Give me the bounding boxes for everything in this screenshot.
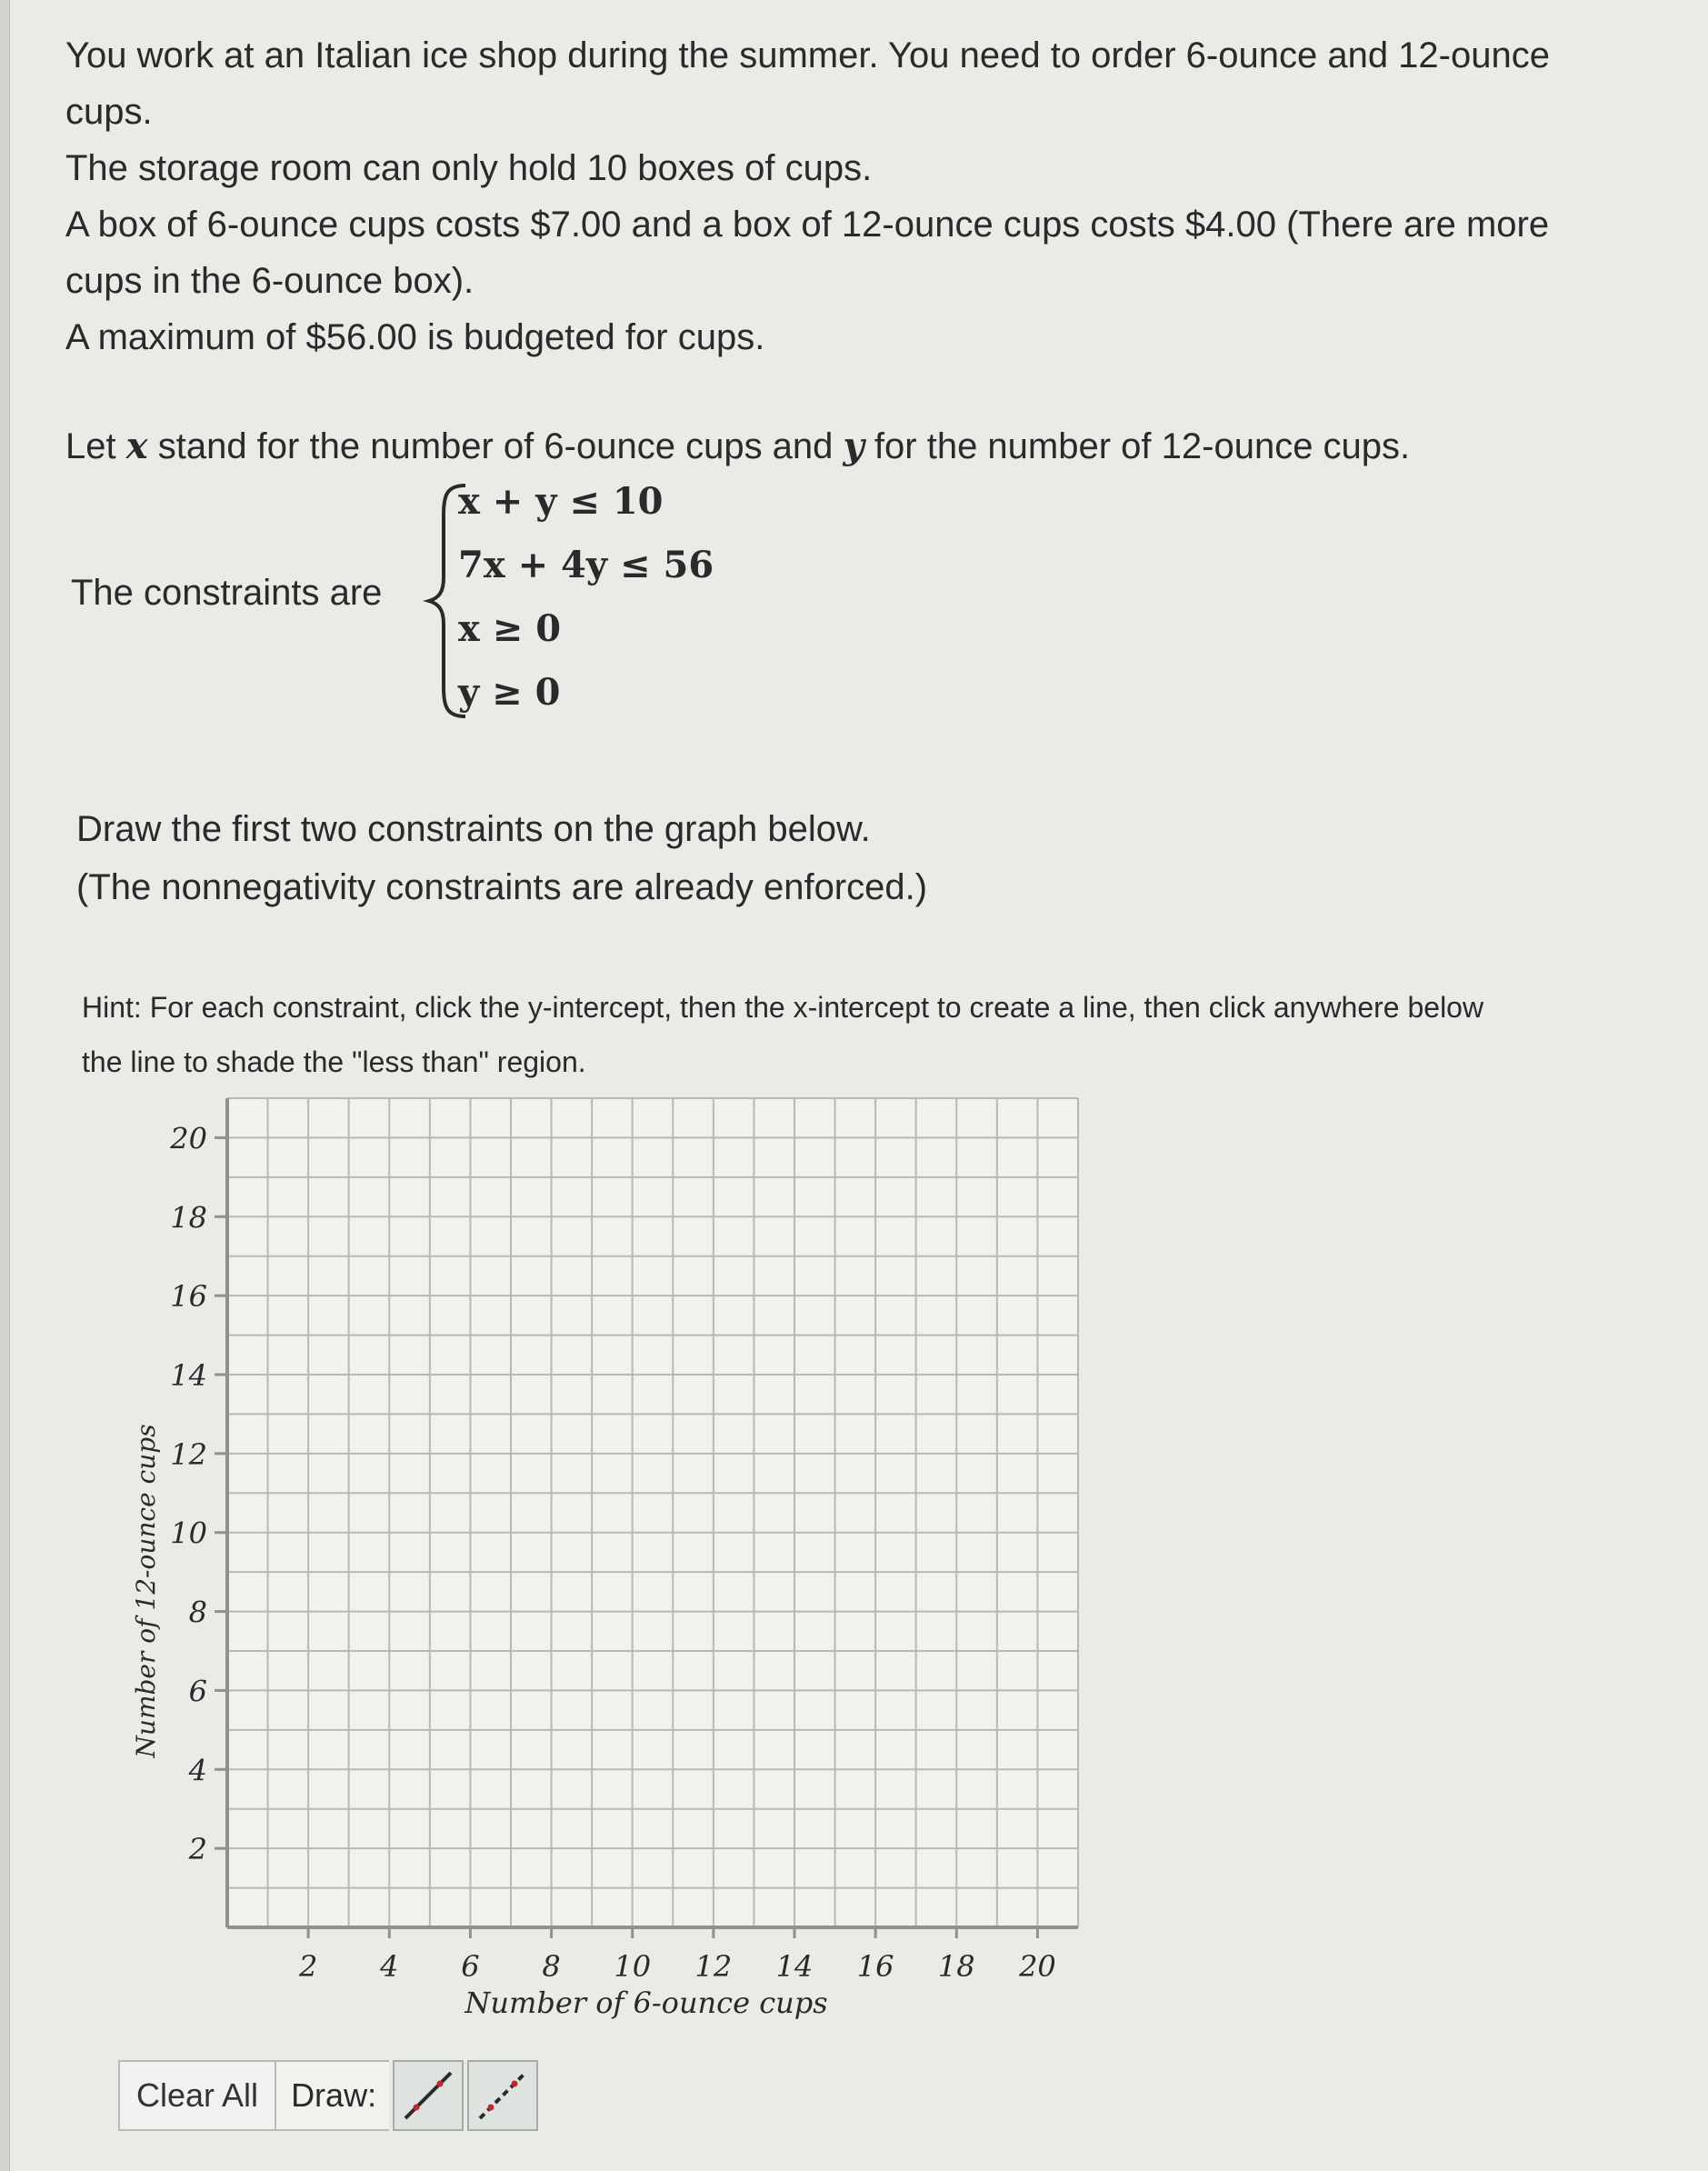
x-tick-label: 14 [775,1949,814,1984]
variable-middle-text: stand for the number of 6-ounce cups and [157,426,834,466]
variable-suffix: for the number of 12-ounce cups. [874,426,1411,466]
y-tick-label: 8 [188,1595,207,1630]
problem-budget: A maximum of $56.00 is budgeted for cups. [65,317,765,357]
dashed-line-icon [469,2062,536,2129]
x-axis-label: Number of 6-ounce cups [464,1986,828,2020]
graph-grid [227,1098,1078,1927]
graph-toolbar [118,2060,538,2131]
y-axis-label: Number of 12-ounce cups [131,1424,161,1758]
x-tick-label: 8 [542,1949,561,1984]
x-tick-label: 12 [694,1949,733,1984]
problem-costs: A box of 6-ounce cups costs $7.00 and a box of 12-ounce cups costs $4.00 (There are more cups in the 6-ounce box). [65,205,1550,301]
let-prefix: Let [65,426,116,466]
draw-label: Draw: [276,2060,389,2131]
solid-line-icon [395,2062,462,2129]
x-tick-label: 20 [1019,1949,1056,1984]
x-tick-label: 16 [856,1949,894,1984]
y-tick-label: 20 [170,1121,207,1156]
constraint-3: x ≥ 0 [458,607,562,650]
problem-storage: The storage room can only hold 10 boxes of cups. [65,148,873,188]
y-tick-label: 16 [170,1279,207,1315]
x-tick-label: 2 [298,1949,318,1984]
solid-line-tool-button[interactable] [393,2060,464,2131]
constraint-2: 7x + 4y ≤ 56 [458,544,714,586]
x-tick-label: 4 [380,1949,399,1984]
x-tick-label: 10 [614,1949,652,1984]
instruction-line-2: (The nonnegativity constraints are already enforced.) [76,867,928,907]
x-tick-label: 6 [461,1949,480,1984]
hint-text: Hint: For each constraint, click the y-intercept, then the x-intercept to create a line, then click anywhere below the line to shade the "less than" region. [82,991,1484,1078]
clear-all-button[interactable]: Clear All [118,2060,276,2131]
constraint-1: x + y ≤ 10 [458,480,664,523]
constraints-label: The constraints are [71,573,383,613]
y-tick-label: 18 [170,1200,207,1236]
variable-x: x [125,425,148,467]
y-tick-label: 2 [188,1832,207,1867]
y-tick-label: 4 [188,1753,207,1788]
y-tick-label: 6 [188,1674,207,1709]
y-tick-label: 14 [170,1358,207,1393]
y-tick-label: 10 [170,1516,207,1551]
variable-y: y [843,425,864,467]
x-tick-label: 18 [937,1949,975,1984]
plot-area [227,1098,1078,1927]
constraint-4: y ≥ 0 [458,671,561,714]
y-tick-label: 12 [170,1436,207,1472]
dashed-line-tool-button[interactable] [467,2060,538,2131]
instruction-line-1: Draw the first two constraints on the graph below. [76,809,871,849]
problem-intro: You work at an Italian ice shop during the summer. You need to order 6-ounce and 12-ounce cups. [65,35,1550,132]
